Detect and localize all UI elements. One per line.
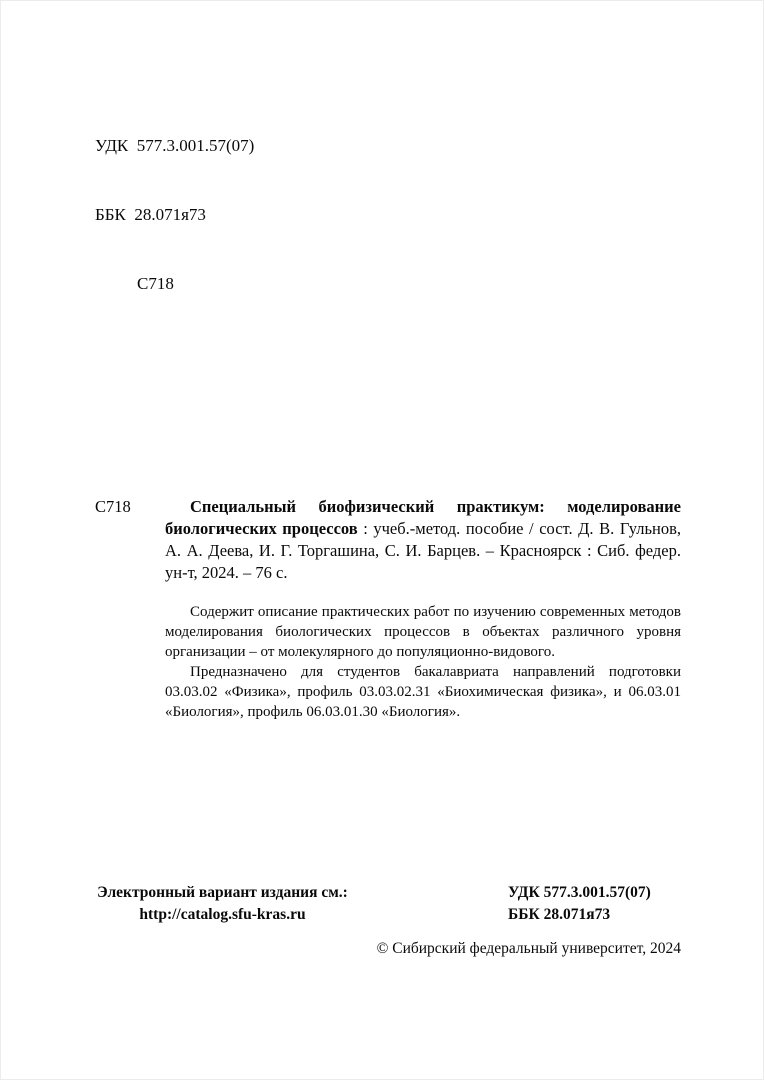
catalog-entry xyxy=(95,496,681,584)
catalog-entry-code: С718 xyxy=(95,497,131,516)
top-udc-line: УДК 577.3.001.57(07) xyxy=(95,136,255,155)
annotation-paragraph-1: Содержит описание практических работ по изучению современных методов моделирования биологических процессов в объектах различного уровня организации – от молекулярного до популяционно-видового. xyxy=(165,604,681,660)
catalog-card-block xyxy=(95,496,681,722)
copyright-line: © Сибирский федеральный университет, 2024 xyxy=(376,940,681,957)
top-catalog-code: С718 xyxy=(137,274,174,293)
classification-block xyxy=(95,88,254,341)
catalog-title: Специальный биофизический практикум: моделирование биологических процессов xyxy=(165,497,681,538)
footer-bbk-line: ББК 28.071я73 xyxy=(508,906,611,923)
electronic-edition-url: http://catalog.sfu-kras.ru xyxy=(139,906,306,923)
catalog-description xyxy=(165,496,681,584)
annotation-block xyxy=(95,602,681,722)
footer-classification-block xyxy=(508,882,651,926)
annotation-paragraph-2: Предназначено для студентов бакалавриата направлений подготовки 03.03.02 «Физика», профиль 03.03.02.31 «Биохимическая физика», и 06.03.01 «Биология», профиль 06.03.01.30 «Биология». xyxy=(165,664,681,720)
electronic-edition-block xyxy=(95,882,350,926)
catalog-description-rest: : учеб.-метод. пособие / сост. Д. В. Гульнов, А. А. Деева, И. Г. Торгашина, С. И. Барцев. – Красноярск : Сиб. федер. ун-т, 2024. – 76 с. xyxy=(165,519,682,582)
footer-udc-line: УДК 577.3.001.57(07) xyxy=(508,884,651,901)
electronic-edition-label: Электронный вариант издания см.: xyxy=(97,884,348,901)
top-bbk-line: ББК 28.071я73 xyxy=(95,205,206,224)
